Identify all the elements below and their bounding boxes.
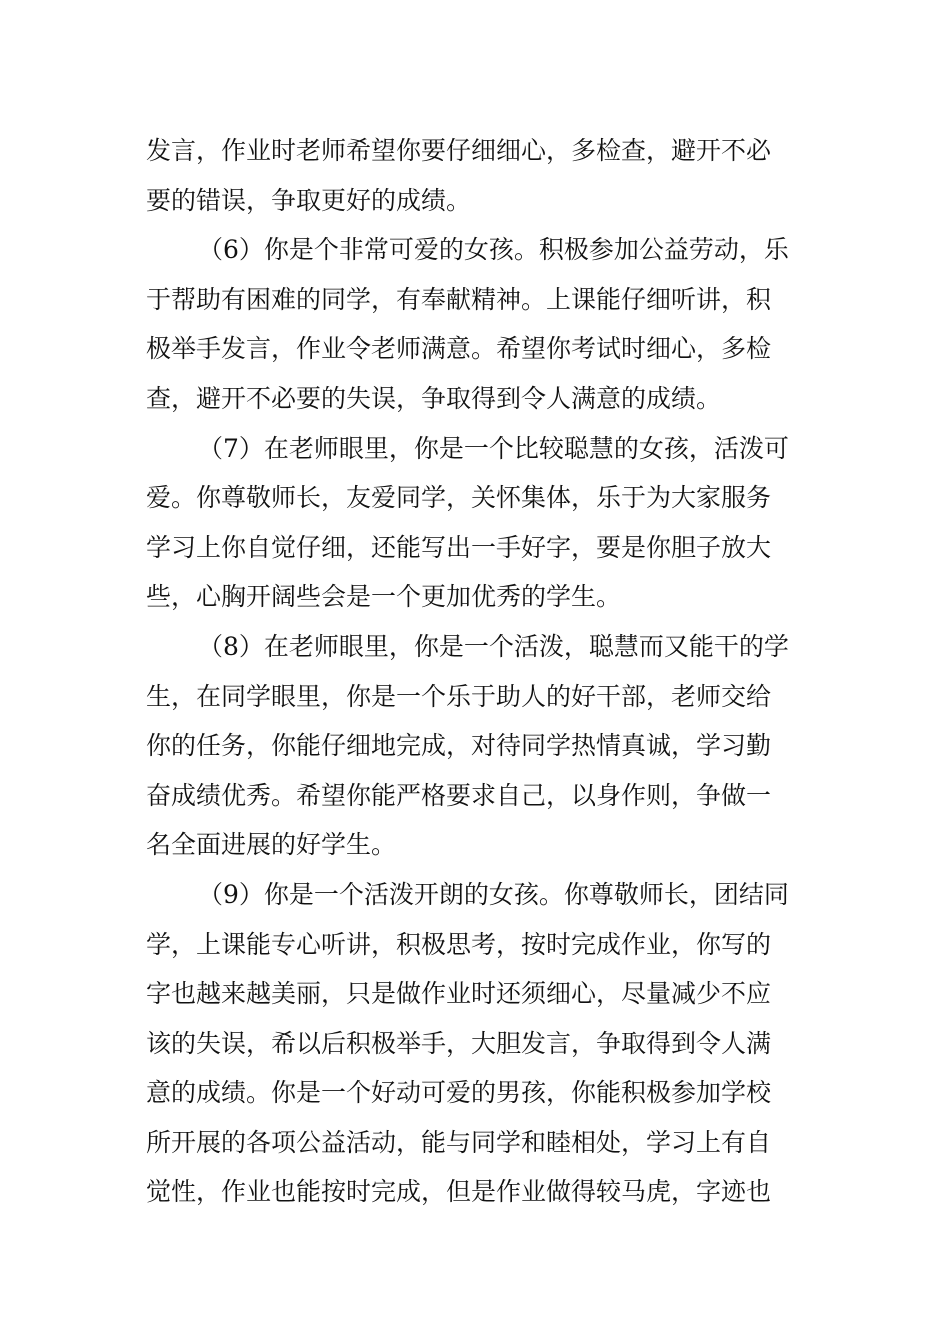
text-line: 你的任务，你能仔细地完成，对待同学热情真诚，学习勤 [146, 731, 772, 761]
text-line: 觉性，作业也能按时完成，但是作业做得较马虎，字迹也 [146, 1177, 772, 1207]
text-line: 该的失误，希以后积极举手，大胆发言，争取得到令人满 [146, 1028, 772, 1058]
text-line: 学，上课能专心听讲，积极思考，按时完成作业，你写的 [146, 929, 772, 959]
text-line: 查，避开不必要的失误，争取得到令人满意的成绩。 [146, 383, 722, 413]
text-line: 极举手发言，作业令老师满意。希望你考试时细心，多检 [146, 334, 772, 364]
text-line: 意的成绩。你是一个好动可爱的男孩，你能积极参加学校 [146, 1078, 772, 1108]
text-line: 要的错误，争取更好的成绩。 [146, 185, 472, 215]
text-line: 爱。你尊敬师长，友爱同学，关怀集体，乐于为大家服务 [146, 483, 772, 513]
text-line: 些，心胸开阔些会是一个更加优秀的学生。 [146, 582, 622, 612]
paragraph-start-7: （7）在老师眼里，你是一个比较聪慧的女孩，活泼可 [198, 433, 789, 463]
text-line: 学习上你自觉仔细，还能写出一手好字，要是你胆子放大 [146, 532, 772, 562]
paragraph-start-6: （6）你是个非常可爱的女孩。积极参加公益劳动，乐 [198, 235, 789, 265]
text-line: 发言，作业时老师希望你要仔细细心，多检查，避开不必 [146, 136, 772, 165]
document-body [146, 126, 810, 1217]
text-line: 于帮助有困难的同学，有奉献精神。上课能仔细听讲，积 [146, 284, 772, 314]
text-line: 奋成绩优秀。希望你能严格要求自己，以身作则，争做一 [146, 780, 772, 810]
text-line: 名全面进展的好学生。 [146, 830, 397, 860]
text-line: 生，在同学眼里，你是一个乐于助人的好干部，老师交给 [146, 681, 772, 711]
paragraph-start-8: （8）在老师眼里，你是一个活泼，聪慧而又能干的学 [198, 631, 789, 661]
paragraph-start-9: （9）你是一个活泼开朗的女孩。你尊敬师长，团结同 [198, 879, 789, 909]
text-line: 字也越来越美丽，只是做作业时还须细心，尽量减少不应 [146, 979, 772, 1009]
text-line: 所开展的各项公益活动，能与同学和睦相处，学习上有自 [146, 1127, 772, 1157]
